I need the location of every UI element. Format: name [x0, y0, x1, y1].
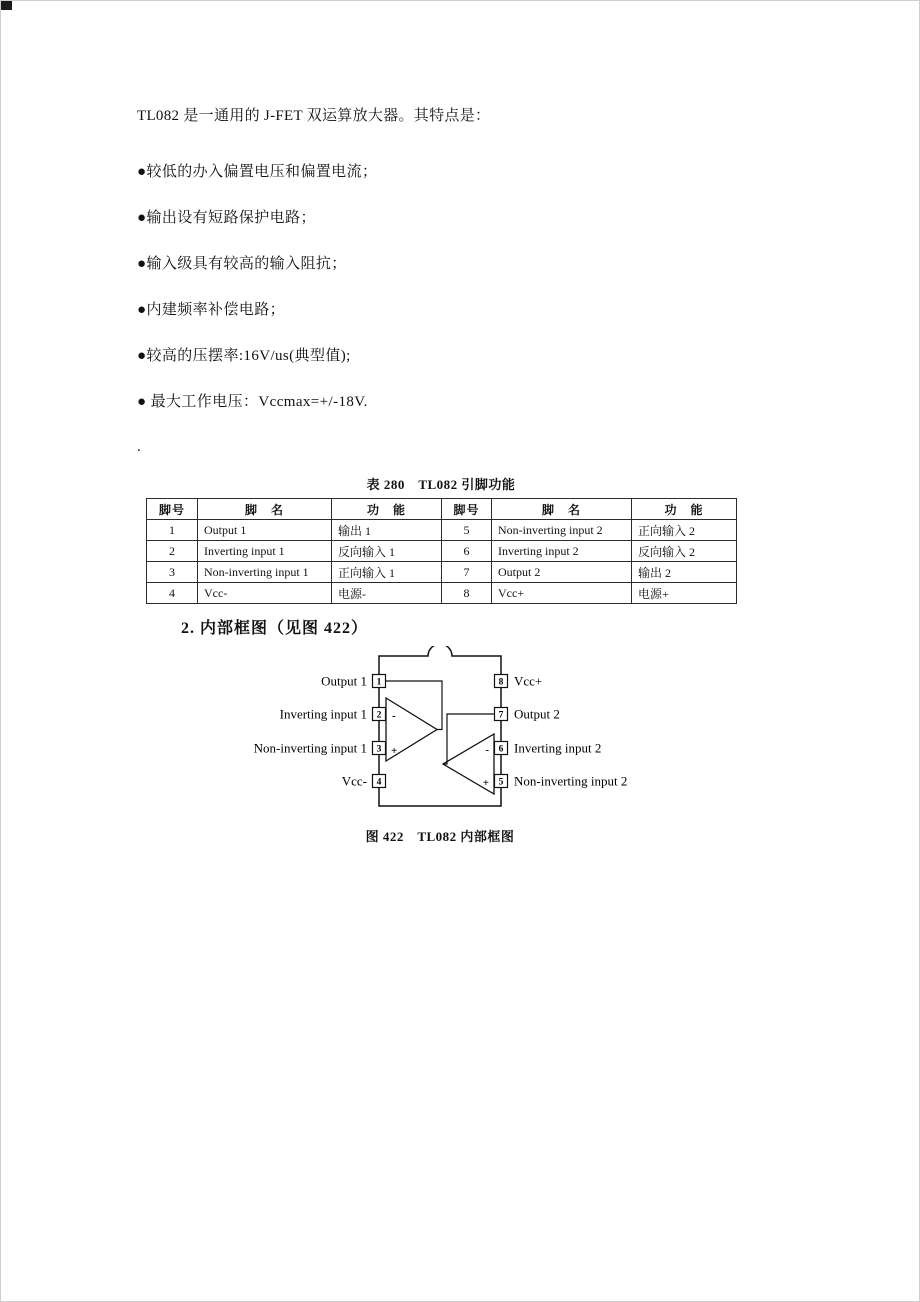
table-header-row [147, 499, 737, 520]
pin-number: 3 [376, 744, 382, 755]
col-header-pin-number: 脚号 [442, 499, 492, 520]
pin-number: 5 [498, 777, 504, 788]
col-header-pin-function: 功 能 [632, 499, 737, 520]
cell-pin-function: 正向输入 2 [632, 520, 737, 541]
cell-pin-number: 5 [442, 520, 492, 541]
table-row [147, 562, 737, 583]
pin-number: 8 [498, 677, 504, 688]
feature-item: ●较低的办入偏置电压和偏置电流； [137, 164, 378, 180]
pin-label: Vcc- [341, 773, 367, 789]
feature-item: ●较高的压摆率:16V/us(典型值); [137, 348, 351, 364]
cell-pin-name: Vcc+ [492, 583, 632, 604]
cell-pin-name: Output 1 [198, 520, 332, 541]
cell-pin-number: 2 [147, 541, 198, 562]
feature-item: ● 最大工作电压：Vccmax=+/-18V. [137, 394, 368, 410]
pin-number: 1 [376, 677, 382, 688]
col-header-pin-name: 脚 名 [198, 499, 332, 520]
intro-paragraph: TL082 是一通用的 J-FET 双运算放大器。其特点是： [137, 108, 491, 124]
feature-item: ●输入级具有较高的输入阻抗； [137, 256, 347, 272]
cell-pin-name: Inverting input 1 [198, 541, 332, 562]
cell-pin-name: Non-inverting input 1 [198, 562, 332, 583]
pin-label: Output 1 [321, 673, 367, 689]
pin-number: 6 [498, 744, 504, 755]
pin-label: Output 2 [514, 706, 560, 722]
pin-label: Inverting input 1 [279, 706, 367, 722]
feature-item: ●输出设有短路保护电路； [137, 210, 316, 226]
cell-pin-name: Non-inverting input 2 [492, 520, 632, 541]
pin-function-table-block [146, 474, 736, 604]
pin-number: 7 [498, 710, 504, 721]
opamp-a-noninverting-sign: + [391, 745, 398, 757]
col-header-pin-function: 功 能 [332, 499, 442, 520]
feature-item: ●内建频率补偿电路； [137, 302, 286, 318]
tl082-diagram-svg [137, 646, 801, 818]
cell-pin-function: 输出 1 [332, 520, 442, 541]
cell-pin-name: Inverting input 2 [492, 541, 632, 562]
pin-label: Non-inverting input 1 [253, 740, 367, 756]
document-page [137, 107, 801, 845]
pin-label: Vcc+ [514, 673, 543, 689]
cell-pin-number: 8 [442, 583, 492, 604]
opamp-a-inverting-sign: - [392, 710, 396, 722]
opamp-b-noninverting-sign: + [482, 777, 489, 789]
table-row [147, 520, 737, 541]
cell-pin-function: 反向输入 1 [332, 541, 442, 562]
cell-pin-name: Output 2 [492, 562, 632, 583]
pin-label: Non-inverting input 2 [514, 773, 628, 789]
cell-pin-function: 电源- [332, 583, 442, 604]
col-header-pin-name: 脚 名 [492, 499, 632, 520]
cell-pin-number: 4 [147, 583, 198, 604]
col-header-pin-number: 脚号 [147, 499, 198, 520]
cell-pin-function: 电源+ [632, 583, 737, 604]
cell-pin-number: 1 [147, 520, 198, 541]
section-heading: 2. 内部框图（见图 422） [181, 620, 369, 637]
cell-pin-function: 正向输入 1 [332, 562, 442, 583]
cell-pin-number: 7 [442, 562, 492, 583]
stray-period: . [137, 439, 141, 455]
cell-pin-function: 反向输入 2 [632, 541, 737, 562]
cell-pin-name: Vcc- [198, 583, 332, 604]
table-title: 表 280 TL082 引脚功能 [366, 477, 516, 492]
scan-artifact-mark [1, 1, 12, 10]
table-row [147, 583, 737, 604]
figure-caption: 图 422 TL082 内部框图 [365, 829, 515, 844]
cell-pin-number: 6 [442, 541, 492, 562]
block-diagram [137, 646, 801, 818]
pin-label: Inverting input 2 [514, 740, 602, 756]
pin-number: 4 [376, 777, 382, 788]
pin-function-table [146, 498, 737, 604]
table-row [147, 541, 737, 562]
cell-pin-function: 输出 2 [632, 562, 737, 583]
opamp-b-inverting-sign: - [485, 744, 489, 756]
cell-pin-number: 3 [147, 562, 198, 583]
pin-number: 2 [376, 710, 382, 721]
